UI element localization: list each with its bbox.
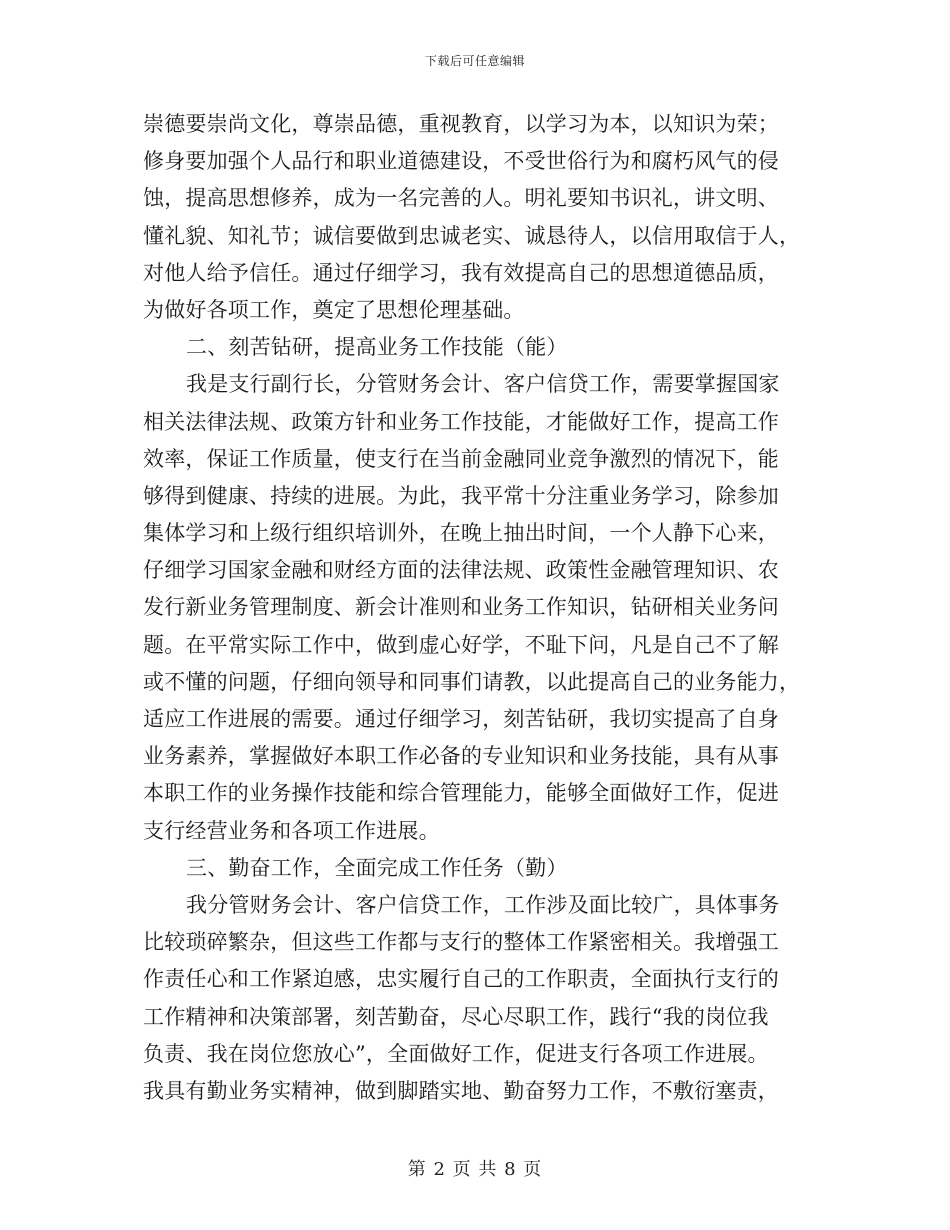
text-line: 效率，保证工作质量，使支行在当前金融同业竞争激烈的情况下，能 bbox=[143, 446, 779, 471]
text-line: 蚀，提高思想修养，成为一名完善的人。明礼要知书识礼，讲文明、 bbox=[143, 186, 779, 211]
text-line: 我分管财务会计、客户信贷工作，工作涉及面比较广，具体事务 bbox=[186, 892, 780, 917]
page-number: 第 2 页 共 8 页 bbox=[407, 1159, 543, 1180]
text-line: 集体学习和上级行组织培训外，在晚上抽出时间，一个人静下心来， bbox=[143, 521, 779, 546]
text-line: 我具有勤业务实精神，做到脚踏实地、勤奋努力工作，不敷衍塞责， bbox=[143, 1078, 779, 1103]
text-line: 崇德要崇尚文化，尊崇品德，重视教育，以学习为本，以知识为荣； bbox=[143, 112, 779, 136]
text-line: 业务素养，掌握做好本职工作必备的专业知识和业务技能，具有从事 bbox=[143, 744, 779, 769]
text-line: 或不懂的问题，仔细向领导和同事们请教，以此提高自己的业务能力， bbox=[143, 669, 801, 694]
text-line: 懂礼貌、知礼节；诚信要做到忠诚老实、诚恳待人，以信用取信于人， bbox=[143, 223, 801, 248]
text-line: 本职工作的业务操作技能和综合管理能力，能够全面做好工作，促进 bbox=[143, 781, 779, 806]
text-line: 修身要加强个人品行和职业道德建设，不受世俗行为和腐朽风气的侵 bbox=[143, 149, 779, 174]
text-line: 工作精神和决策部署，刻苦勤奋，尽心尽职工作，践行“我的岗位我 bbox=[143, 1004, 769, 1029]
text-line: 仔细学习国家金融和财经方面的法律法规、政策性金融管理知识、农 bbox=[143, 558, 779, 583]
page-header: 下载后可任意编辑 bbox=[424, 54, 525, 68]
text-line: 为做好各项工作，奠定了思想伦理基础。 bbox=[143, 297, 525, 322]
text-line: 题。在平常实际工作中，做到虚心好学，不耻下问，凡是自己不了解 bbox=[143, 632, 779, 657]
text-line: 够得到健康、持续的进展。为此，我平常十分注重业务学习，除参加 bbox=[143, 483, 779, 508]
text-line: 发行新业务管理制度、新会计准则和业务工作知识，钻研相关业务问 bbox=[143, 595, 779, 620]
document-body bbox=[143, 106, 811, 1110]
text-line: 支行经营业务和各项工作进展。 bbox=[143, 818, 440, 843]
text-line: 对他人给予信任。通过仔细学习，我有效提高自己的思想道德品质， bbox=[143, 260, 779, 285]
section-heading: 二、刻苦钻研，提高业务工作技能（能） bbox=[186, 335, 568, 360]
section-heading: 三、勤奋工作，全面完成工作任务（勤） bbox=[186, 855, 568, 880]
text-line: 比较琐碎繁杂，但这些工作都与支行的整体工作紧密相关。我增强工 bbox=[143, 930, 779, 955]
text-line: 作责任心和工作紧迫感，忠实履行自己的工作职责，全面执行支行的 bbox=[143, 967, 779, 992]
text-line: 适应工作进展的需要。通过仔细学习，刻苦钻研，我切实提高了自身 bbox=[143, 707, 779, 731]
text-line: 相关法律法规、政策方针和业务工作技能，才能做好工作，提高工作 bbox=[143, 409, 779, 434]
text-line: 我是支行副行长，分管财务会计、客户信贷工作，需要掌握国家 bbox=[186, 372, 780, 397]
text-line: 负责、我在岗位您放心”，全面做好工作，促进支行各项工作进展。 bbox=[143, 1041, 769, 1066]
